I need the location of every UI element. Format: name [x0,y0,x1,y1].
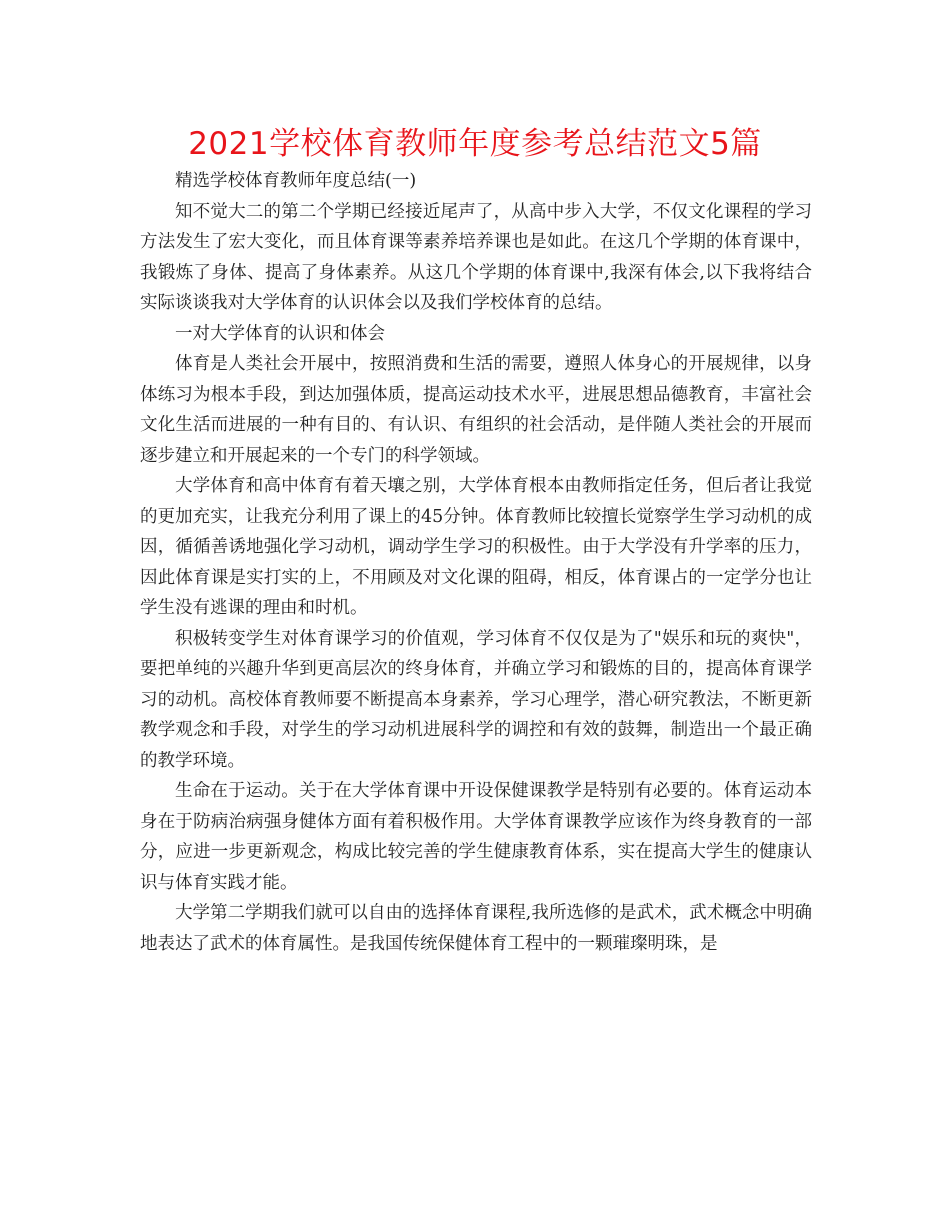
document-title: 2021学校体育教师年度参考总结范文5篇 [188,126,762,162]
paragraph: 积极转变学生对体育课学习的价值观，学习体育不仅仅是为了"娱乐和玩的爽快"，要把单纯的兴趣升华到更高层次的终身体育，并确立学习和锻炼的目的，提高体育课学习的动机。高校体育教师要不断提高本身素养，学习心理学，潜心研究教法，不断更新教学观念和手段，对学生的学习动机进展科学的调控和有效的鼓舞，制造出一个最正确的教学环境。 [140,628,812,771]
section-heading: 精选学校体育教师年度总结(一) [175,171,417,191]
section-heading: 一对大学体育的认识和体会 [175,323,385,344]
document-body [140,166,812,959]
paragraph: 大学体育和高中体育有着天壤之别，大学体育根本由教师指定任务，但后者让我觉的更加充实，让我充分利用了课上的45分钟。体育教师比较擅长觉察学生学习动机的成因，循循善诱地强化学习动机，调动学生学习的积极性。由于大学没有升学率的压力，因此体育课是实打实的上，不用顾及对文化课的阻碍，相反，体育课占的一定学分也让学生没有逃课的理由和时机。 [140,476,812,618]
paragraph: 体育是人类社会开展中，按照消费和生活的需要，遵照人体身心的开展规律，以身体练习为根本手段，到达加强体质，提高运动技术水平，进展思想品德教育，丰富社会文化生活而进展的一种有目的、有认识、有组织的社会活动，是伴随人类社会的开展而逐步建立和开展起来的一个专门的科学领域。 [140,354,812,466]
paragraph: 大学第二学期我们就可以自由的选择体育课程,我所选修的是武术，武术概念中明确地表达了武术的体育属性。是我国传统保健体育工程中的一颗璀璨明珠，是 [140,903,812,954]
paragraph: 生命在于运动。关于在大学体育课中开设保健课教学是特别有必要的。体育运动本身在于防病治病强身健体方面有着积极作用。大学体育课教学应该作为终身教育的一部分，应进一步更新观念，构成比较完善的学生健康教育体系，实在提高大学生的健康认识与体育实践才能。 [140,781,812,893]
paragraph: 知不觉大二的第二个学期已经接近尾声了，从高中步入大学，不仅文化课程的学习方法发生了宏大变化，而且体育课等素养培养课也是如此。在这几个学期的体育课中，我锻炼了身体、提高了身体素养。从这几个学期的体育课中,我深有体会,以下我将结合实际谈谈我对大学体育的认识体会以及我们学校体育的总结。 [140,201,812,313]
